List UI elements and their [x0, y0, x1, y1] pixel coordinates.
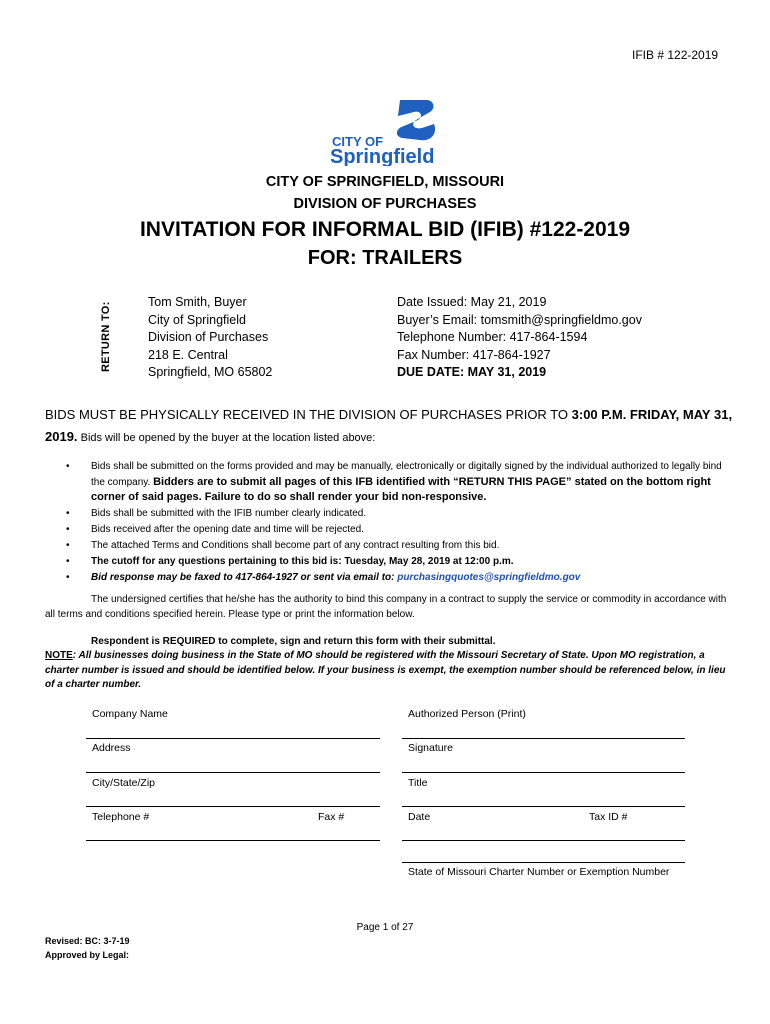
- address-line: City of Springfield: [148, 312, 246, 327]
- bullet-icon: •: [66, 461, 70, 472]
- bids-notice-time: 3:00 P.M. FRIDAY, MAY 31, 2019.: [45, 407, 733, 444]
- signature-field[interactable]: [402, 772, 685, 773]
- city-logo-mark: [330, 94, 440, 166]
- title-label: Title: [408, 777, 428, 789]
- date-tax-id-field[interactable]: [402, 840, 685, 841]
- due-date: DUE DATE: MAY 31, 2019: [397, 365, 547, 379]
- title-field[interactable]: [402, 806, 685, 807]
- address-label: Address: [92, 742, 131, 754]
- document-subtitle: FOR: TRAILERS: [307, 247, 463, 269]
- date-label: Date: [408, 811, 431, 823]
- document-title: INVITATION FOR INFORMAL BID (IFIB) #122-2019: [139, 218, 631, 241]
- address-line: 218 E. Central: [148, 347, 228, 362]
- note-body: : All businesses doing business in the State of MO should be registered with the Missouri Secretary of State. Upon MO registration, a charter number is issued and should be identified below. If your business is exempt, the exemption number should be referenced below, in lieu of a charter number.: [45, 650, 726, 690]
- bid-info: [397, 294, 642, 382]
- note-label: NOTE: [45, 650, 73, 661]
- company-name-field[interactable]: [86, 738, 380, 739]
- bids-notice-text: BIDS MUST BE PHYSICALLY RECEIVED IN THE DIVISION OF PURCHASES PRIOR TO: [45, 407, 572, 422]
- buyer-email[interactable]: Buyer’s Email: tomsmith@springfieldmo.gov: [397, 312, 642, 327]
- authorized-person-field[interactable]: [402, 738, 685, 739]
- address-field[interactable]: [86, 772, 380, 773]
- bullet-icon: •: [66, 540, 70, 551]
- fax-number: Fax Number: 417-864-1927: [397, 347, 551, 362]
- bullet-text: Bid response may be faxed to 417-864-1927 or sent via email to:: [91, 572, 398, 583]
- fax-label: Fax #: [318, 811, 345, 823]
- charter-number-label: State of Missouri Charter Number or Exemption Number: [408, 866, 670, 878]
- date-issued: Date Issued: May 21, 2019: [397, 295, 547, 309]
- logo-springfield: Springfield: [330, 146, 435, 166]
- company-name-label: Company Name: [92, 708, 168, 720]
- tax-id-label: Tax ID #: [589, 811, 628, 823]
- bullet-icon: •: [66, 556, 70, 567]
- list-item: [66, 507, 730, 522]
- bullet-text-bold: Bidders are to submit all pages of this IFB identified with “RETURN THIS PAGE” stated on the bottom right corner of said pages. Failure to do so shall render your bid non-responsive.: [91, 475, 711, 503]
- bids-notice-open: Bids will be opened by the buyer at the location listed above:: [77, 432, 376, 444]
- return-address: [148, 294, 272, 382]
- telephone-label: Telephone #: [92, 811, 150, 823]
- authorized-person-label: Authorized Person (Print): [408, 708, 526, 720]
- page-number: Page 1 of 27: [356, 922, 414, 933]
- bullet-icon: •: [66, 572, 70, 583]
- instructions-list: [66, 460, 730, 587]
- org-division: DIVISION OF PURCHASES: [293, 196, 477, 212]
- bids-notice: [45, 404, 735, 449]
- address-line: Tom Smith, Buyer: [148, 295, 247, 309]
- list-item: [66, 539, 730, 554]
- logo-city-of: CITY OF: [332, 134, 384, 149]
- org-name: CITY OF SPRINGFIELD, MISSOURI: [265, 174, 505, 190]
- bullet-text: The cutoff for any questions pertaining to this bid is: Tuesday, May 28, 2019 at 12:00 p.m.: [91, 556, 514, 567]
- note-text: [45, 649, 735, 693]
- list-item: [66, 460, 730, 506]
- bullet-icon: •: [66, 524, 70, 535]
- bullet-text: Bids received after the opening date and time will be rejected.: [91, 524, 364, 535]
- charter-number-field[interactable]: [402, 862, 685, 863]
- city-logo: [330, 94, 440, 166]
- list-item: [66, 571, 730, 586]
- address-line: Division of Purchases: [148, 330, 269, 344]
- list-item: [66, 555, 730, 570]
- address-line: Springfield, MO 65802: [148, 365, 273, 379]
- city-state-zip-field[interactable]: [86, 806, 380, 807]
- bullet-text: The attached Terms and Conditions shall become part of any contract resulting from this bid.: [91, 540, 500, 551]
- ifib-number: IFIB # 122-2019: [632, 48, 719, 62]
- bullet-icon: •: [66, 508, 70, 519]
- return-to-label: RETURN TO:: [100, 301, 112, 372]
- city-state-zip-label: City/State/Zip: [92, 777, 156, 789]
- approved-line: Approved by Legal:: [45, 950, 130, 960]
- telephone-number: Telephone Number: 417-864-1594: [397, 330, 588, 344]
- bullet-text: Bids shall be submitted on the forms provided and may be manually, electronically or digitally signed by the individual authorized to legally bind the company.: [91, 461, 722, 488]
- certification-text: The undersigned certifies that he/she has the authority to bind this company in a contract to supply the service or commodity in accordance with all terms and conditions specified herein. Please type or print the information below.: [45, 594, 727, 620]
- signature-label: Signature: [408, 742, 453, 754]
- bullet-text: Bids shall be submitted with the IFIB number clearly indicated.: [91, 508, 367, 519]
- list-item: [66, 523, 730, 538]
- respondent-required: Respondent is REQUIRED to complete, sign and return this form with their submittal.: [91, 636, 496, 647]
- revision-info: [45, 934, 130, 962]
- telephone-fax-field[interactable]: [86, 840, 380, 841]
- email-link[interactable]: purchasingquotes@springfieldmo.gov: [397, 572, 581, 583]
- revised-line: Revised: BC: 3-7-19: [45, 936, 130, 946]
